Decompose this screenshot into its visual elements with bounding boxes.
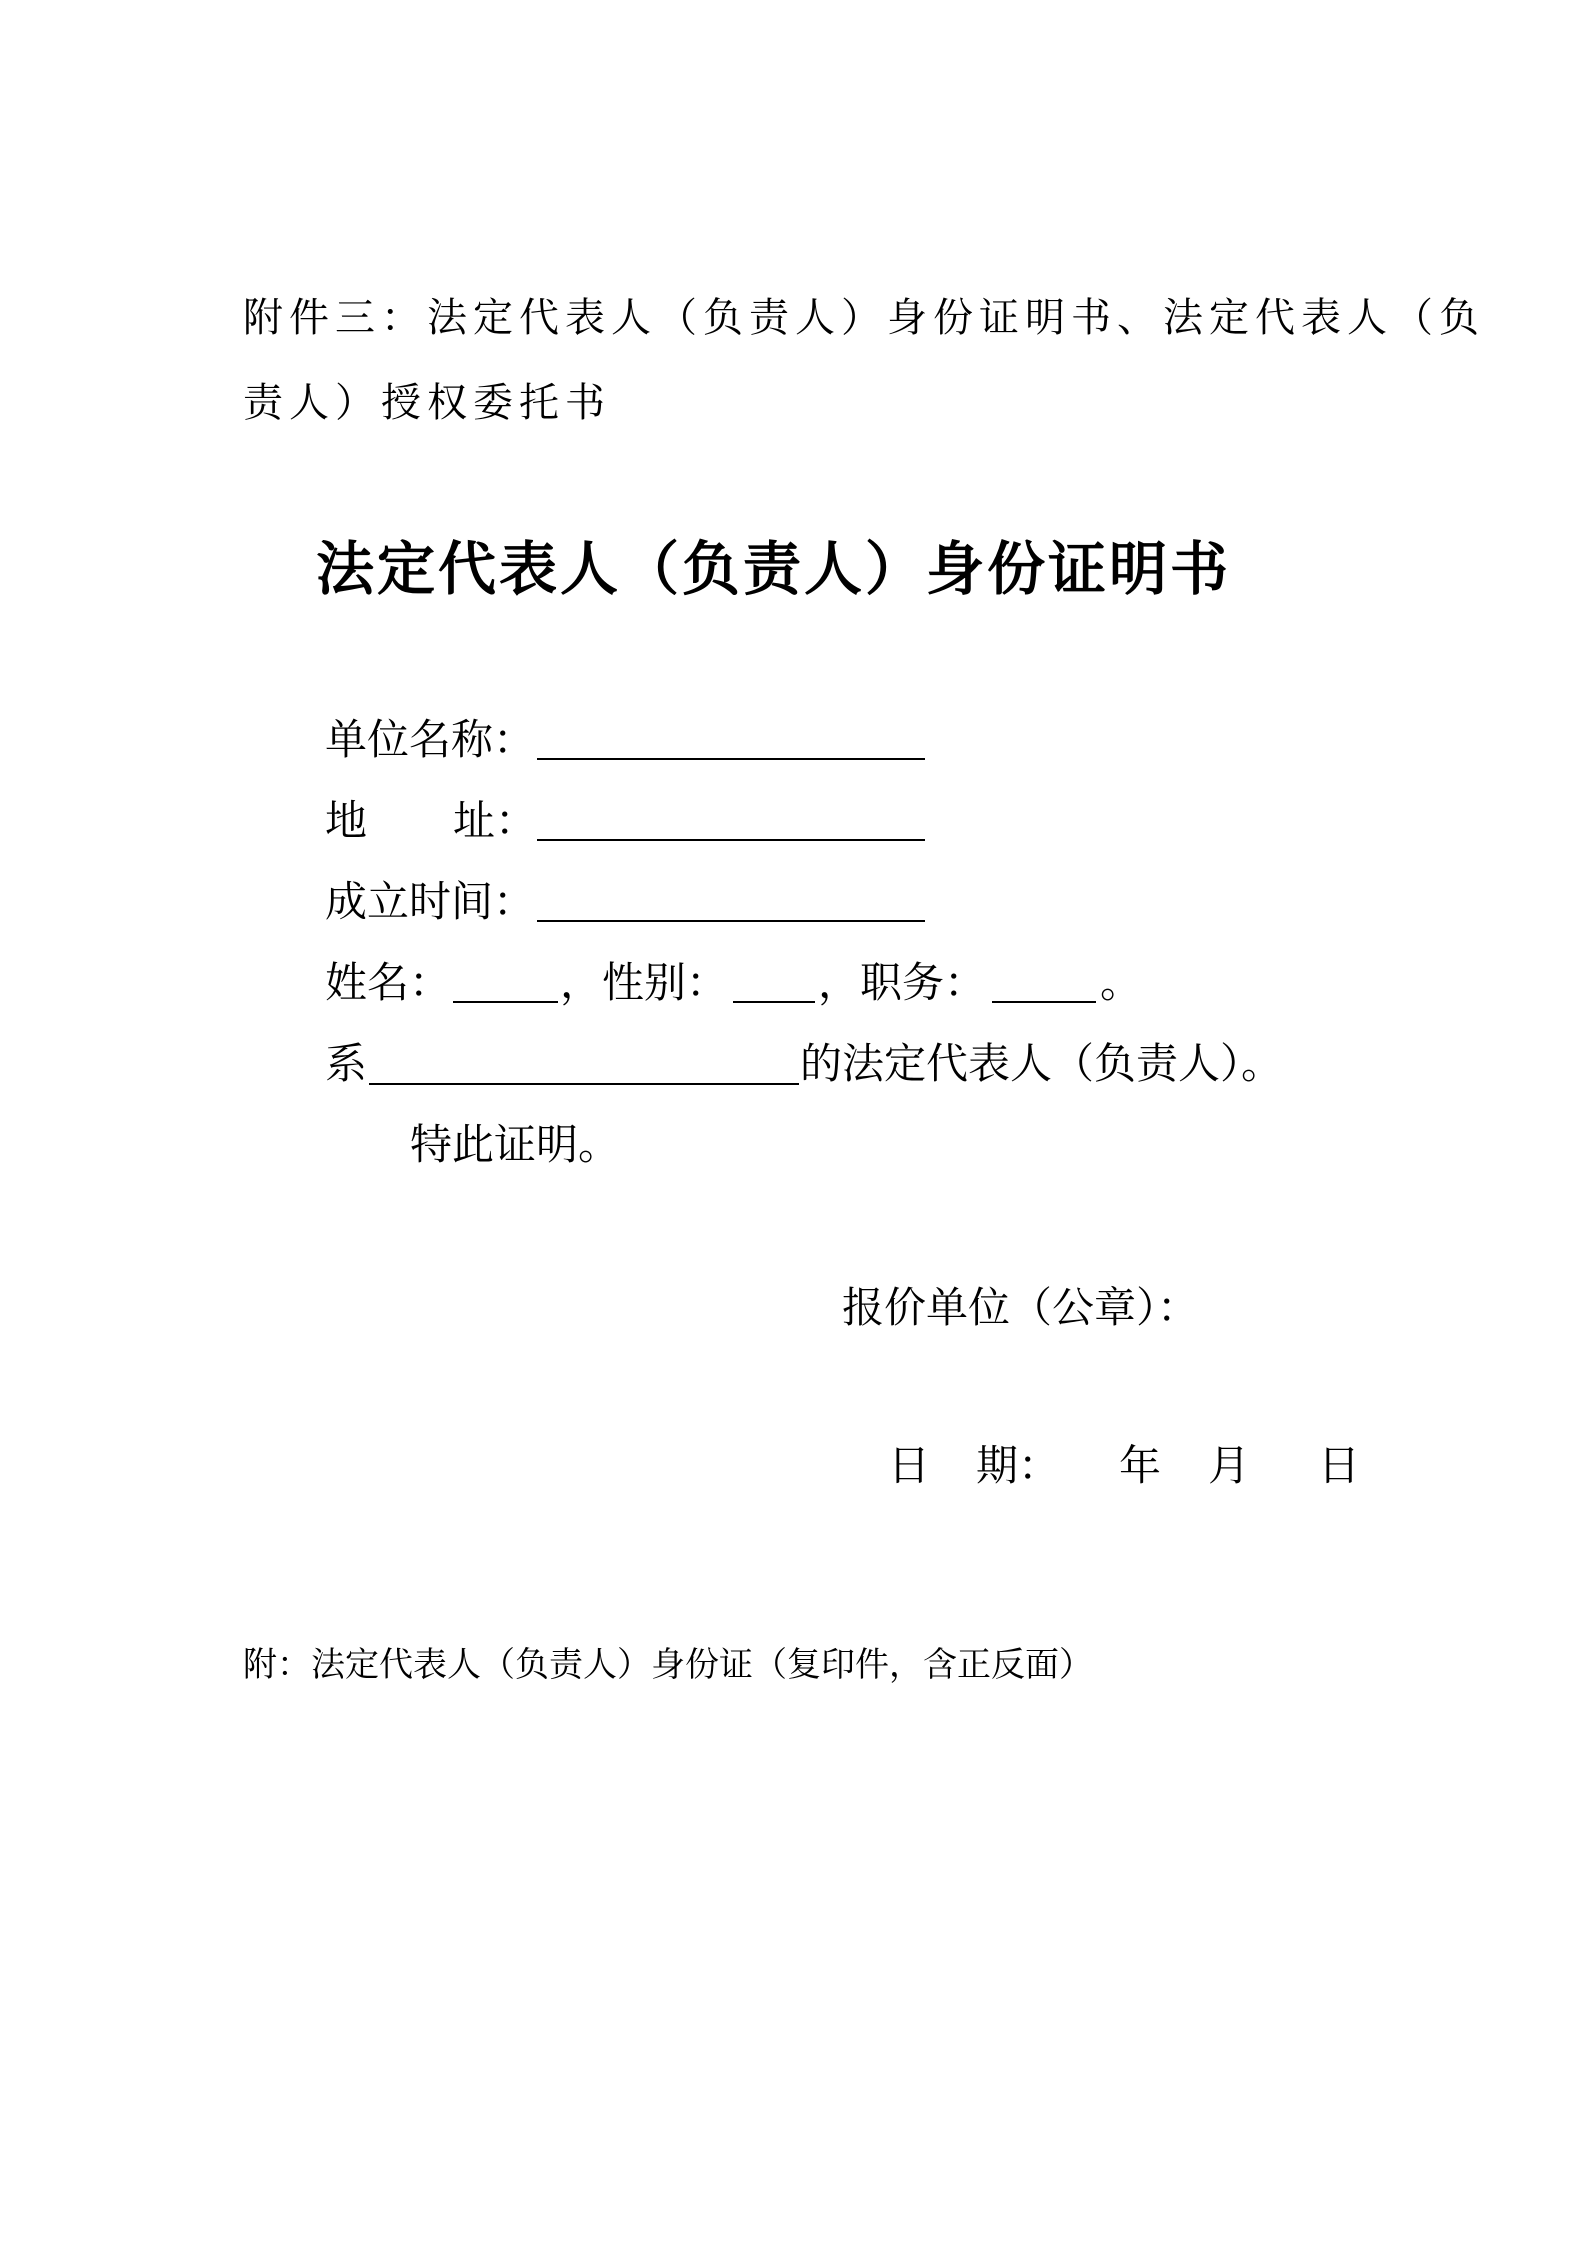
attachment-heading-line1: 附件三：法定代表人（负责人）身份证明书、法定代表人（负 [243,295,1485,341]
unit-name-label: 单位名称： [325,715,536,764]
year-label: 年 [1119,1441,1162,1490]
position-label: ，职务： [818,958,987,1007]
established-blank[interactable] [537,920,925,922]
company-blank[interactable] [369,1083,799,1085]
footnote: 附：法定代表人（负责人）身份证（复印件，含正反面） [243,1645,1093,1685]
established-label: 成立时间： [325,877,536,926]
gender-blank[interactable] [733,1001,815,1003]
name-label: 姓名： [325,958,452,1007]
is-suffix: 的法定代表人（负责人）。 [800,1039,1284,1088]
unit-seal-label: 报价单位（公章）： [842,1283,1200,1332]
day-label: 日 [1318,1441,1361,1490]
address-blank[interactable] [537,839,925,841]
date-label-part1: 日 [888,1441,931,1490]
name-blank[interactable] [453,1001,558,1003]
address-label-part2: 址： [453,796,538,845]
is-prefix: 系 [325,1039,368,1088]
document-title: 法定代表人（负责人）身份证明书 [316,535,1232,603]
gender-label: ，性别： [560,958,729,1007]
month-label: 月 [1208,1441,1251,1490]
attachment-heading-line2: 责人）授权委托书 [243,380,611,426]
unit-name-blank[interactable] [537,758,925,760]
period: 。 [1100,958,1143,1007]
address-label-part1: 地 [325,796,368,845]
certify-text: 特此证明。 [410,1120,621,1169]
date-label-part2: 期： [976,1441,1061,1490]
position-blank[interactable] [992,1001,1096,1003]
